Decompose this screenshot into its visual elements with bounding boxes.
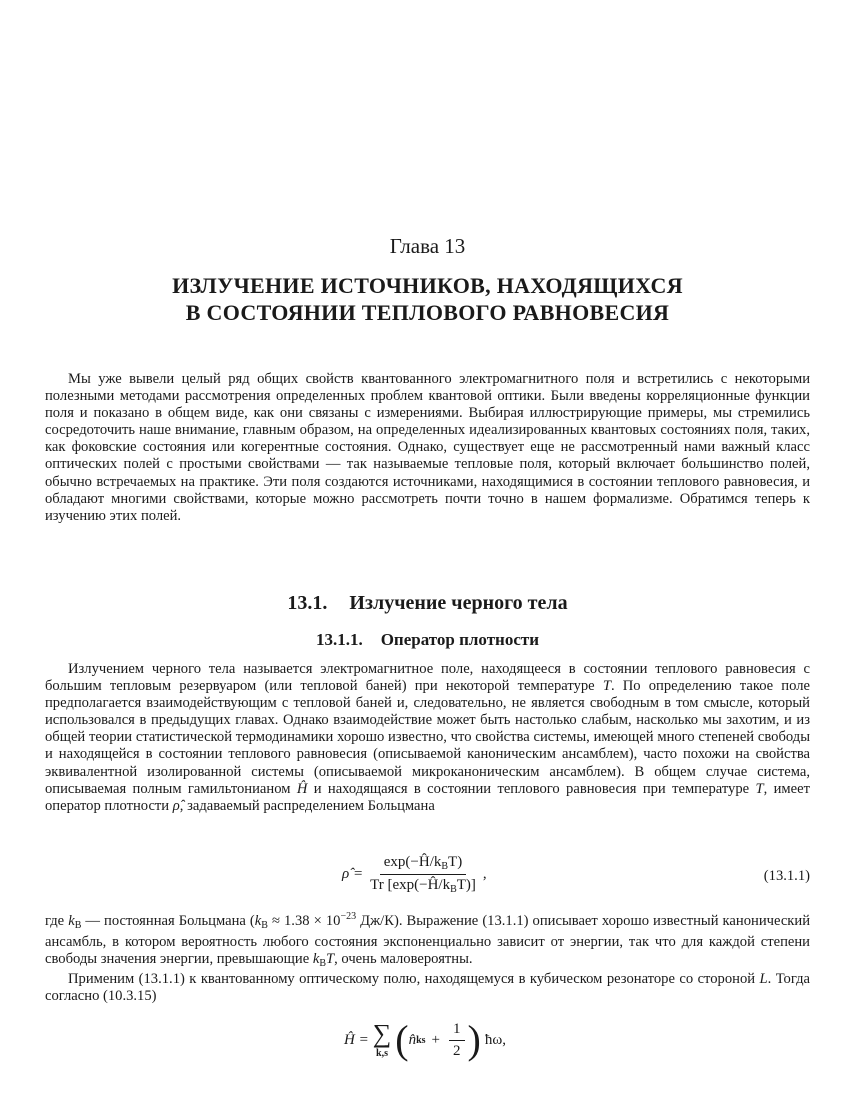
blackbody-paragraph: [45, 661, 810, 815]
chapter-label: Глава 13: [389, 234, 466, 258]
summation: [373, 1021, 392, 1059]
fraction-numerator: 1: [449, 1021, 465, 1041]
text-run: где: [45, 913, 69, 929]
numerator-end: T): [448, 854, 463, 870]
text-run: , имеет оператор плотности: [45, 780, 810, 814]
symbol-k: k: [68, 913, 75, 929]
equation-lhs: ρ̂ =: [342, 866, 364, 882]
equation-number: (13.1.1): [763, 868, 810, 884]
subsection-heading: [0, 630, 855, 650]
subsection-title: Оператор плотности: [380, 630, 540, 649]
section-number: 13.1.: [287, 592, 328, 614]
symbol-k: k: [254, 913, 262, 929]
equation-body: [344, 1017, 506, 1062]
section-title: Излучение черного тела: [349, 592, 568, 614]
symbol-k: k: [312, 951, 320, 968]
chapter-title-line-2: В СОСТОЯНИИ ТЕПЛОВОГО РАВНОВЕСИЯ: [185, 300, 670, 325]
subscript: B: [319, 958, 326, 970]
denominator-subscript: B: [450, 884, 457, 895]
subscript: ks: [416, 1034, 426, 1046]
fraction-numerator: [380, 854, 466, 875]
subscript: B: [74, 920, 82, 931]
denominator-text: Tr [exp(−Ĥ/k: [370, 877, 451, 893]
text-run: Дж/К). Выражение (13.1.1) описывает хорошо известный канонический ансамбль, в котором вероятность любого состояния экспоненциально зависит от энергии, так что для каждой степени свободы значения энергии, превышающие: [45, 913, 811, 968]
summation-index: k,s: [376, 1048, 388, 1059]
text-run: . По определению такое поле предполагается взаимодействующим с тепловой баней и, следовательно, не является свободным в том смысле, который использовался в предыдущих главах. Однако взаимодействие может быть настолько слабым, насколько мы захотим, и из общей теории статистической термодинамики хорошо известно, что свойства системы, имеющей много степеней свободы и находящейся в состоянии теплового равновесия (описываемой каноническим ансамблем), часто похожи на свойства эквивалентной изолированной системы (описываемой микроканоническим ансамблем). В общем случае система, описываемая полным гамильтонианом: [45, 678, 810, 797]
symbol-temperature: T: [602, 678, 611, 695]
numerator-subscript: B: [441, 861, 449, 872]
symbol-temperature: T: [326, 951, 335, 968]
text-run: , очень маловероятны.: [334, 951, 473, 968]
left-paren: (: [395, 1017, 409, 1062]
resonator-paragraph: [45, 971, 810, 1005]
text-run: ≈ 1.38 × 10: [267, 913, 341, 929]
chapter-title-line-1: ИЗЛУЧЕНИЕ ИСТОЧНИКОВ, НАХОДЯЩИХСЯ: [172, 273, 683, 298]
text-run: и находящаяся в состоянии теплового равновесия при температуре: [307, 780, 756, 797]
chapter-title: [0, 272, 855, 326]
fraction-half: [449, 1021, 465, 1060]
fraction-denominator: [366, 875, 480, 895]
subscript: B: [261, 920, 268, 931]
equation-body: [342, 854, 487, 895]
section-heading: [0, 592, 855, 615]
boltzmann-paragraph: [45, 908, 810, 972]
symbol-temperature: T: [755, 780, 764, 797]
sigma-symbol: ∑: [372, 1019, 392, 1048]
text-run: . Тогда согласно (10.3.15): [45, 971, 810, 1005]
symbol-hamiltonian: Ĥ: [296, 780, 308, 797]
equation-hamiltonian: [0, 1016, 855, 1086]
fraction-denominator: 2: [453, 1042, 461, 1059]
numerator-text: exp(−Ĥ/k: [383, 854, 442, 870]
text-run: , задаваемый распределением Больцмана: [179, 797, 435, 814]
text-run: — постоянная Больцмана (: [81, 913, 255, 929]
plus-sign: +: [431, 1031, 441, 1048]
text-run: Применим (13.1.1) к квантованному оптическому полю, находящемуся в кубическом резонаторе со стороной: [68, 971, 760, 987]
symbol-density-operator: ρ̂: [172, 797, 180, 814]
intro-paragraph: Мы уже вывели целый ряд общих свойств квантованного электромагнитного поля и встретились с некоторыми полезными методами рассмотрения определенных проблем квантовой оптики. Были введены корреляционные функции поля и показано в общем виде, как они связаны с измерениями. Выбирая иллюстрирующие примеры, мы стремились сосредоточить наше внимание, главным образом, на определенных идеализированных квантовых состояниях поля, таких, как фоковские состояния или когерентные состояния. Однако, существует еще не рассмотренный нами важный класс оптических полей с простыми свойствами — так называемые тепловые поля, который включает большинство полей, обычно встречаемых на практике. Эти поля создаются источниками, находящимися в состоянии теплового равновесия, и обладают многими свойствами, которые можно рассмотреть почти точно в нашем формализме. Обратимся теперь к изучению этих полей.: [45, 371, 810, 524]
right-paren: ): [467, 1017, 481, 1062]
symbol-side-length: L: [759, 971, 768, 987]
subsection-number: 13.1.1.: [315, 630, 363, 649]
symbol-number-operator: n̂: [408, 1031, 417, 1048]
exponent: −23: [340, 911, 357, 922]
text-run: Излучением черного тела называется электромагнитное поле, находящееся в состоянии теплового равновесия с большим тепловым резервуаром (или тепловой баней) при некоторой температуре: [45, 661, 810, 695]
equation-tail: ħω,: [484, 1031, 506, 1048]
equation-lhs: Ĥ =: [344, 1031, 369, 1048]
denominator-end: T)]: [456, 877, 476, 893]
equation-trailing-comma: ,: [482, 866, 487, 882]
equation-13-1-1: [0, 850, 855, 900]
fraction: [366, 854, 480, 895]
